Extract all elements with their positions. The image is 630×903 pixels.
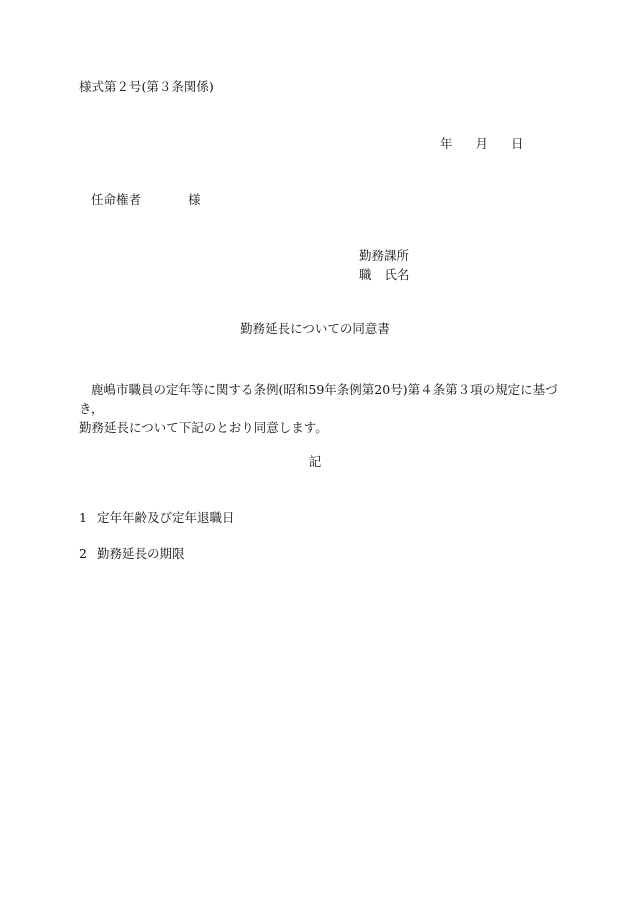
body-paragraph <box>79 380 559 437</box>
body-line-1: 鹿嶋市職員の定年等に関する条例(昭和59年条例第20号)第４条第３項の規定に基づき， <box>79 382 558 416</box>
list-item-label: 勤務延長の期限 <box>97 546 185 561</box>
date-line <box>440 138 524 151</box>
addressee-role: 任命権者 <box>91 192 142 207</box>
date-day-label: 日 <box>511 136 524 151</box>
form-number: 様式第２号(第３条関係) <box>79 79 214 94</box>
list-item-number: 1 <box>79 510 87 525</box>
list-item <box>79 512 235 525</box>
sender-block <box>359 250 410 287</box>
list-item <box>79 548 185 561</box>
sender-name-label-b: 氏名 <box>384 266 410 282</box>
date-year-label: 年 <box>440 136 453 151</box>
body-line-2: 勤務延長について下記のとおり同意します。 <box>79 420 328 435</box>
list-item-label: 定年年齢及び定年退職日 <box>97 510 235 525</box>
sender-name-row <box>359 266 410 282</box>
document-title: 勤務延長についての同意書 <box>240 321 390 336</box>
list-item-number: 2 <box>79 546 87 561</box>
date-month-label: 月 <box>475 136 489 151</box>
addressee <box>91 194 201 207</box>
ki-heading: 記 <box>308 454 322 469</box>
sender-name-label-a: 職 <box>359 266 372 282</box>
sender-department-label: 勤務課所 <box>359 248 410 263</box>
addressee-honorific: 様 <box>188 192 201 207</box>
